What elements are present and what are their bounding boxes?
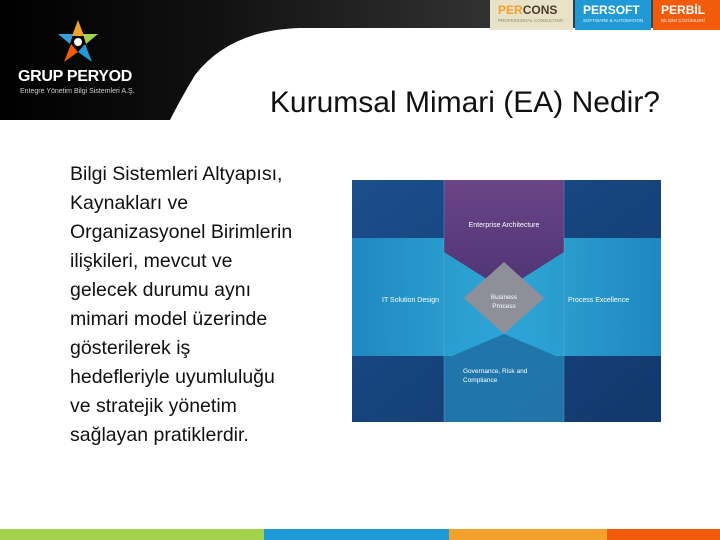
perbil-subtitle: BİLİŞİM ÇÖZÜMLERİ	[661, 18, 705, 23]
body-line: ve stratejik yönetim	[70, 395, 237, 417]
grup-peryod-logo	[18, 18, 138, 108]
body-line: Kaynakları ve	[70, 192, 189, 214]
body-line: gelecek durumu aynı	[70, 279, 252, 301]
persoft-tab[interactable]	[575, 0, 651, 30]
label-compliance: Compliance	[463, 377, 498, 384]
body-line: gösterilerek iş	[70, 337, 191, 359]
logo-tagline: Entegre Yönetim Bilgi Sistemleri A.Ş.	[20, 88, 135, 95]
persoft-prefix: PER	[583, 3, 608, 17]
footer-stripe-red	[607, 529, 720, 540]
percons-subtitle: PROFESSIONAL CONSULTING	[498, 18, 564, 23]
footer-stripe-green	[0, 529, 264, 540]
ea-diagram	[352, 180, 661, 422]
slide-title: Kurumsal Mimari (EA) Nedir?	[269, 86, 660, 119]
logo-company-name: GRUP PERYOD	[18, 68, 133, 85]
ea-diagram-graphic	[352, 180, 661, 422]
footer-stripes	[0, 529, 720, 540]
footer-stripe-blue	[264, 529, 449, 540]
label-governance: Governance, Risk and	[463, 368, 528, 375]
persoft-subtitle: SOFTWARE & AUTOMATION	[583, 18, 644, 23]
perbil-suffix: BİL	[685, 3, 706, 17]
slide-body-text	[70, 160, 340, 450]
percons-tab[interactable]	[490, 0, 573, 30]
body-line: hedefleriyle uyumluluğu	[70, 366, 275, 388]
perbil-tab[interactable]	[653, 0, 720, 30]
percons-suffix: CONS	[522, 3, 558, 17]
body-line: ilişkileri, mevcut ve	[70, 250, 233, 272]
perbil-prefix: PER	[661, 3, 686, 17]
label-process-excellence: Process Excellence	[568, 297, 630, 304]
body-line: Bilgi Sistemleri Altyapısı,	[70, 163, 283, 185]
label-it-solution-design: IT Solution Design	[382, 297, 440, 304]
label-process: Process	[492, 303, 516, 310]
label-business: Business	[490, 294, 518, 301]
body-line: sağlayan pratiklerdir.	[70, 424, 249, 446]
label-enterprise-architecture: Enterprise Architecture	[468, 222, 540, 229]
body-line: mimari model üzerinde	[70, 308, 268, 330]
star-logo-icon	[54, 18, 102, 66]
body-line: Organizasyonel Birimlerin	[70, 221, 293, 243]
percons-prefix: PER	[498, 3, 523, 17]
persoft-suffix: SOFT	[607, 3, 640, 17]
footer-stripe-orange	[449, 529, 607, 540]
